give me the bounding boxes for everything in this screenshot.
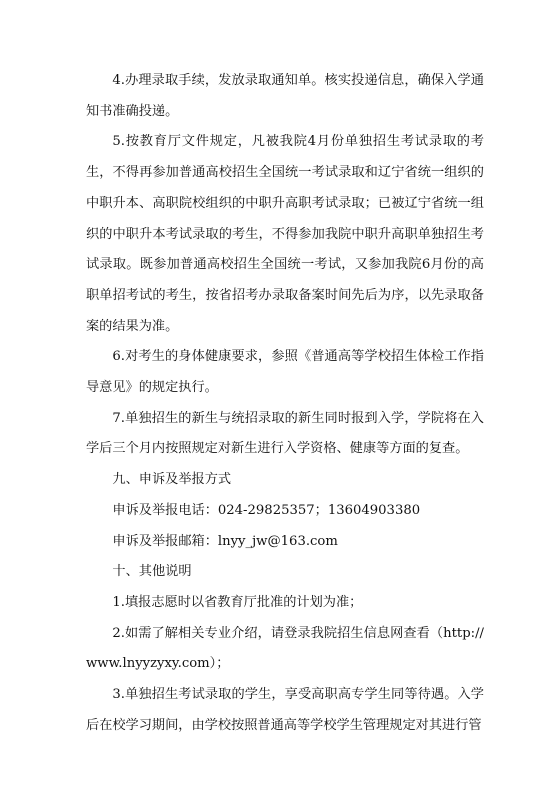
paragraph-item-6: 6.对考生的身体健康要求，参照《普通高等学校招生体检工作指导意见》的规定执行。 [86,349,484,396]
document-body [86,66,484,741]
complaint-phone-line: 申诉及举报电话：024-29825357；13604903380 [112,502,421,518]
paragraph-item-7: 7.单独招生的新生与统招录取的新生同时报到入学，学院将在入学后三个月内按照规定对新生进行入学资格、健康等方面的复查。 [86,410,484,457]
other-note-item-2: 2.如需了解相关专业介绍，请登录我院招生信息网查看（http://www.lnyyzyxy.com）； [86,625,484,672]
other-note-item-1: 1.填报志愿时以省教育厅批准的计划为准； [112,594,363,610]
paragraph-item-4: 4.办理录取手续，发放录取通知单。核实投递信息，确保入学通知书准确投递。 [86,73,484,119]
other-note-item-3: 3.单独招生考试录取的学生，享受高职高专学生同等待遇。入学后在校学习期间，由学校按照普通高等学校学生管理规定对其进行管 [86,687,484,733]
section-9-heading: 九、申诉及举报方式 [112,472,232,488]
section-10-heading: 十、其他说明 [112,564,192,580]
paragraph-item-5: 5.按教育厅文件规定，凡被我院4月份单独招生考试录取的考生，不得再参加普通高校招生全国统一考试录取和辽宁省统一组织的中职升本、高职院校组织的中职升高职考试录取；已被辽宁省统一组织的中职升本考试录取的考生，不得参加我院中职升高职单独招生考试录取。既参加普通高校招生全国统一考试，又参加我院6月份的高职单招考试的考生，按省招考办录取备案时间先后为序，以先录取备案的结果为准。 [86,134,484,334]
complaint-email-line: 申诉及举报邮箱：lnyy_jw@163.com [112,533,338,549]
